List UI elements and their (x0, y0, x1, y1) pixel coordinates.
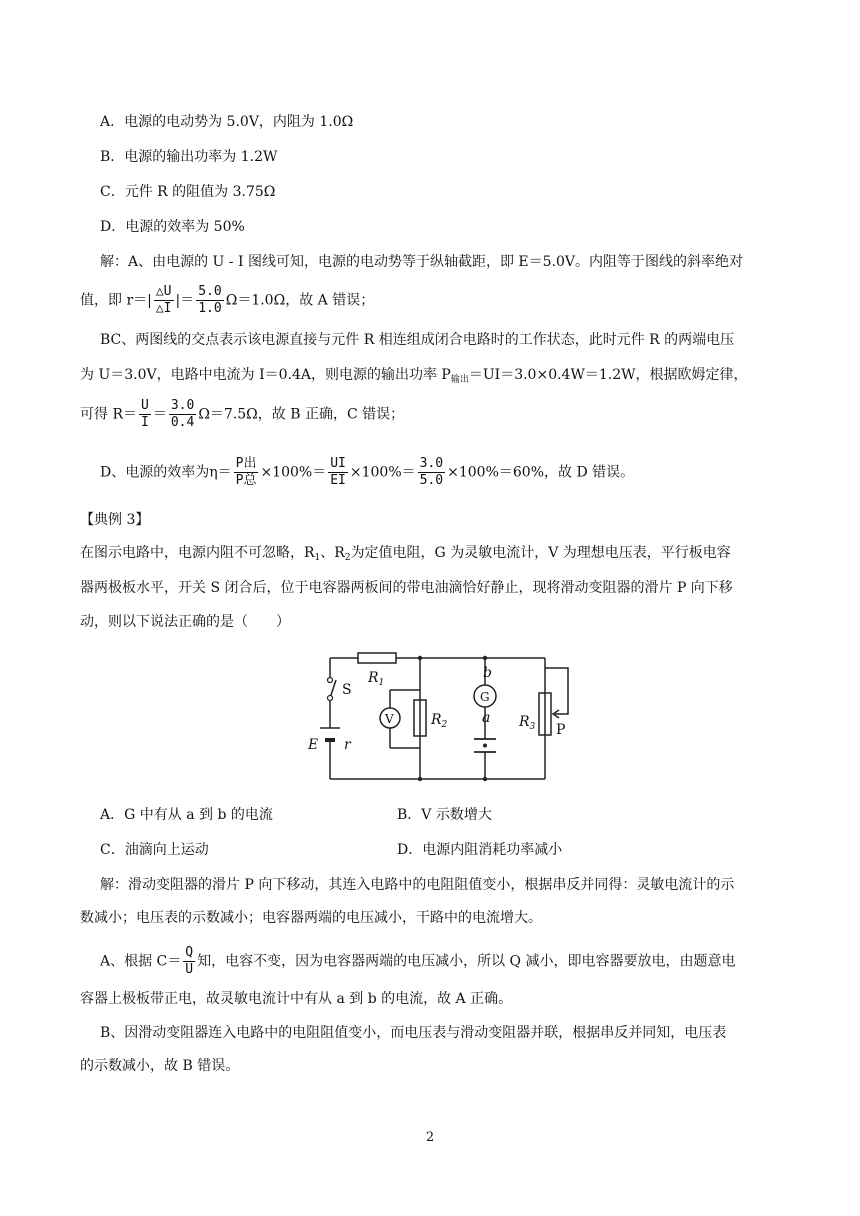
example3-heading: 【典例 3】 (80, 512, 150, 528)
solution1-line2: 值，即 r＝| $\frac{\triangle U}{\triangle I}$ |＝ $\frac{5.0}{1.0}$ Ω＝1.0Ω，故 A 错误； (80, 284, 375, 316)
page-number: 2 (425, 1130, 435, 1145)
solution3-line1: 解：滑动变阻器的滑片 P 向下移动，其连入电路中的电阻阻值变小，根据串反并同得：灵敏电流计的示 (100, 877, 735, 893)
solution1-line5: 可得 R＝ $\frac{U}{I}$ ＝ $\frac{3.0}{0.4}$ Ω＝7.5Ω，故 B 正确，C 错误； (80, 398, 405, 430)
label-b: b (483, 665, 492, 681)
option-d-3: D．电源内阻消耗功率减小 (397, 842, 563, 858)
fraction-ui-ei: $\frac{UI}{EI}$ (330, 456, 346, 488)
circuit-diagram (300, 650, 566, 786)
label-internal-r: r (344, 737, 351, 753)
label-voltmeter: V (385, 712, 394, 726)
label-a: a (482, 710, 491, 726)
label-switch: S (342, 682, 352, 698)
solution3-line6: 的示数减小，故 B 错误。 (80, 1058, 240, 1074)
fraction-r-value: $\frac{3.0}{0.4}$ (170, 398, 195, 430)
solution1-line1: 解：A、由电源的 U - I 图线可知，电源的电动势等于纵轴截距，即 E＝5.0V。内阻等于图线的斜率绝对 (100, 254, 744, 270)
label-r2: $R_2$ (431, 712, 448, 730)
option-b-1: B．电源的输出功率为 1.2W (100, 149, 278, 165)
solution1-line3: BC、两图线的交点表示该电源直接与元件 R 相连组成闭合电路时的工作状态，此时元件 R 的两端电压 (100, 332, 735, 348)
solution3-line3: A、根据 C＝ $\frac{Q}{U}$ 知，电容不变，因为电容器两端的电压减小，所以 Q 减小，即电容器要放电，由题意电 (100, 945, 736, 977)
fraction-r: $\frac{5.0}{1.0}$ (198, 284, 222, 316)
option-b-3: B．V 示数增大 (397, 807, 492, 823)
label-galvanometer: G (480, 690, 490, 704)
label-r3: $R_3$ (519, 714, 536, 732)
solution3-line5: B、因滑动变阻器连入电路中的电阻阻值变小，而电压表与滑动变阻器并联，根据串反并同知，电压表 (100, 1025, 727, 1041)
solution1-line6: D、电源的效率为η＝ $\frac{\text{P出}}{\text{P总}}$ ×100%＝ $\frac{UI}{EI}$ ×100%＝ $\frac{3.0}{5.0}$ ×100%＝60%，故 D 错误。 (100, 456, 635, 488)
solution1-line4: 为 U＝3.0V，电路中电流为 I＝0.4A，则电源的输出功率 $P_{输出}=UI=3.0\times 0.4W=1.2W$，根据欧姆定律， (80, 367, 748, 385)
label-slider-p: P (556, 722, 566, 738)
option-c-3: C．油滴向上运动 (100, 842, 209, 858)
fraction-qu: $\frac{Q}{U}$ (185, 945, 194, 977)
question3-line1: 在图示电路中，电源内阻不可忽略，$R_1$、$R_2$为定值电阻，G 为灵敏电流计，V 为理想电压表，平行板电容 (80, 545, 731, 563)
solution3-line4: 容器上极板带正电，故灵敏电流计中有从 a 到 b 的电流，故 A 正确。 (80, 991, 513, 1007)
fraction-delta: $\frac{\triangle U}{\triangle I}$ (155, 284, 172, 316)
solution3-line2: 数减小；电压表的示数减小；电容器两端的电压减小，干路中的电流增大。 (80, 910, 542, 926)
option-a-3: A．G 中有从 a 到 b 的电流 (100, 807, 273, 823)
label-emf: E (308, 737, 319, 753)
option-a-1: A．电源的电动势为 5.0V，内阻为 1.0Ω (100, 114, 354, 130)
fraction-eff: $\frac{3.0}{5.0}$ (419, 456, 444, 488)
label-r1: $R_1$ (368, 670, 385, 688)
option-d-1: D．电源的效率为 50% (100, 219, 245, 235)
question3-line3: 动，则以下说法正确的是（ ） (80, 614, 290, 630)
option-c-1: C．元件 R 的阻值为 3.75Ω (100, 184, 276, 200)
fraction-p: $\frac{\text{P出}}{\text{P总}}$ (235, 456, 257, 488)
question3-line2: 器两极板水平，开关 S 闭合后，位于电容器两板间的带电油滴恰好静止，现将滑动变阻器的滑片 P 向下移 (80, 580, 733, 596)
fraction-ui: $\frac{U}{I}$ (141, 398, 149, 430)
